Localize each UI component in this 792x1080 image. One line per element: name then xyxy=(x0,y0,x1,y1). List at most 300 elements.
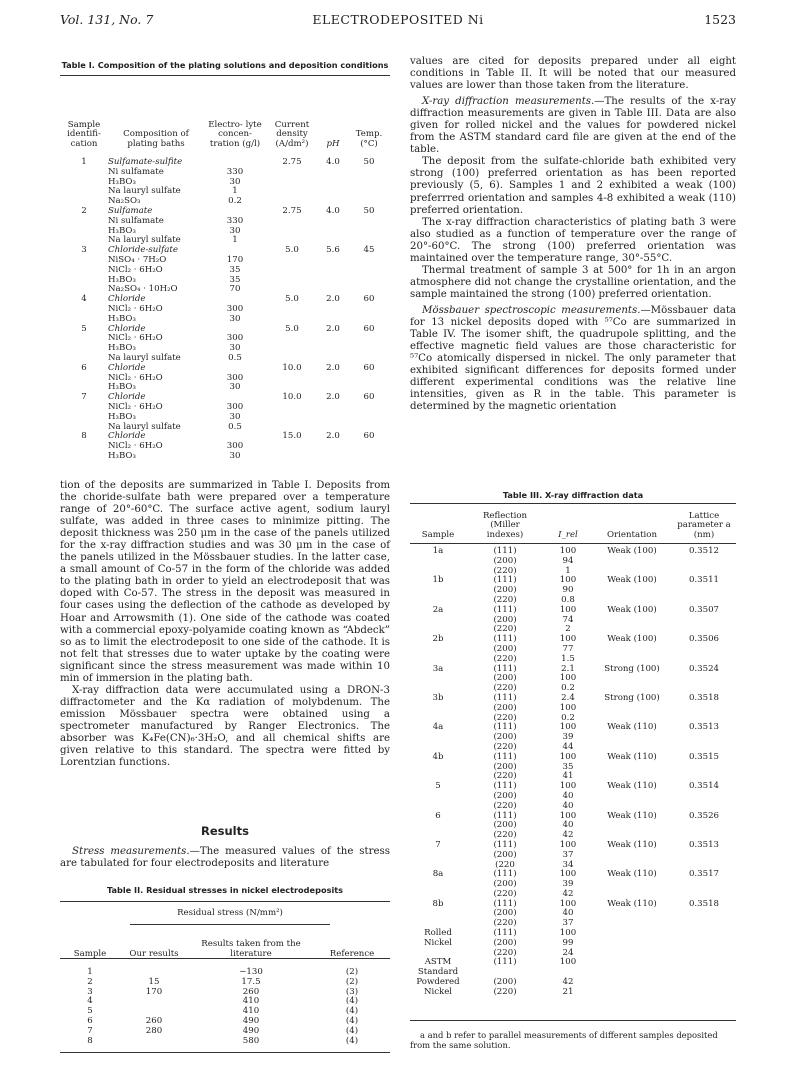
t1-component: Na lauryl sulfate xyxy=(108,186,181,197)
table3-footnote: a and b refer to parallel measurements of different samples deposited from the same solution. xyxy=(410,1030,718,1050)
t1-concentration: 30 xyxy=(229,411,241,422)
t3-reflection: (200) xyxy=(493,908,517,919)
t1-sample-id xyxy=(60,168,108,178)
t2-literature-value: 490 xyxy=(242,1015,260,1026)
t2-col-reference: Reference xyxy=(329,949,375,960)
t1-component: NiCl₂ · 6H₂O xyxy=(108,401,163,412)
t3-lattice-parameter xyxy=(672,792,736,802)
t3-col-sample: Sample xyxy=(421,530,455,541)
table-row xyxy=(60,988,390,998)
t3-irel: 90 xyxy=(562,585,574,596)
t1-current-density xyxy=(266,403,318,413)
t3-irel: 40 xyxy=(562,800,574,811)
t1-col-composition: Composition of plating baths xyxy=(123,129,189,150)
t3-orientation xyxy=(592,704,672,714)
t1-current-density xyxy=(266,452,318,462)
t3-sample: 7 xyxy=(435,839,441,850)
t3-lattice-parameter xyxy=(672,968,736,978)
t3-reflection: (111) xyxy=(493,869,517,880)
table-row xyxy=(410,733,736,743)
t3-lattice-parameter: 0.3514 xyxy=(688,781,720,792)
t3-sample xyxy=(410,792,466,802)
t3-orientation: Weak (110) xyxy=(607,751,657,762)
table-row xyxy=(410,900,736,910)
table-row xyxy=(60,968,390,978)
t2-reference: (4) xyxy=(345,1015,359,1026)
t3-orientation: Weak (110) xyxy=(607,869,657,880)
t3-reflection: (220) xyxy=(493,624,517,635)
t2-col-literature: Results taken from the literature xyxy=(201,939,301,960)
t3-orientation: Weak (100) xyxy=(607,575,657,586)
t1-concentration: 170 xyxy=(226,254,244,265)
t1-temp xyxy=(348,256,390,266)
t3-irel: 2.4 xyxy=(561,692,575,703)
t3-reflection: (200) xyxy=(493,614,517,625)
t1-ph: 2.0 xyxy=(326,323,340,334)
t1-col-current: Current density (A/dm²) xyxy=(274,119,310,150)
t3-lattice-parameter xyxy=(672,763,736,773)
t3-irel: 100 xyxy=(559,604,577,615)
t1-concentration: 0.5 xyxy=(228,352,242,363)
t3-reflection: (200) xyxy=(493,937,517,948)
table-row xyxy=(410,909,736,919)
t2-sample: 3 xyxy=(87,986,93,997)
t1-current-density: 5.0 xyxy=(285,245,299,256)
t3-orientation xyxy=(592,645,672,655)
running-title: ELECTRODEPOSITED Ni xyxy=(312,12,484,27)
t3-orientation xyxy=(592,988,672,998)
t3-reflection: (220) xyxy=(493,741,517,752)
table-row xyxy=(410,547,736,557)
t3-lattice-parameter: 0.3518 xyxy=(688,898,720,909)
t1-ph: 2.0 xyxy=(326,362,340,373)
t3-sample: Nickel xyxy=(423,937,453,948)
t3-orientation xyxy=(592,968,672,978)
t1-concentration: 330 xyxy=(226,215,244,226)
t3-reflection: (220) xyxy=(493,653,517,664)
t1-temp xyxy=(348,217,390,227)
t2-reference: (4) xyxy=(345,996,359,1007)
t3-lattice-parameter: 0.3506 xyxy=(688,634,720,645)
t1-component: NiCl₂ · 6H₂O xyxy=(108,303,163,314)
t1-ph xyxy=(318,334,348,344)
table-row xyxy=(410,851,736,861)
left-body-text-2 xyxy=(60,846,390,870)
t1-sample-id: 4 xyxy=(81,294,87,305)
t3-lattice-parameter: 0.3507 xyxy=(688,604,720,615)
t1-concentration: 30 xyxy=(229,225,241,236)
t1-ph: 4.0 xyxy=(326,205,340,216)
t1-ph xyxy=(318,413,348,423)
t3-irel: 77 xyxy=(562,643,574,654)
t1-temp: 60 xyxy=(363,431,375,442)
t3-sample: Nickel xyxy=(423,986,453,997)
t1-component: Ni sulfamate xyxy=(108,166,164,177)
t1-temp xyxy=(348,187,390,197)
t1-sample-id xyxy=(60,227,108,237)
t1-component: H₃BO₃ xyxy=(108,450,136,461)
t3-irel: 42 xyxy=(562,830,574,841)
t3-lattice-parameter xyxy=(672,851,736,861)
table-row xyxy=(410,616,736,626)
table1 xyxy=(60,88,390,462)
t3-orientation xyxy=(592,674,672,684)
t2-our-result: 280 xyxy=(145,1025,163,1036)
t1-temp xyxy=(348,266,390,276)
t3-sample: 4b xyxy=(432,751,444,762)
table-row xyxy=(410,870,736,880)
t1-ph xyxy=(318,374,348,384)
t3-lattice-parameter: 0.3511 xyxy=(688,575,720,586)
t1-ph xyxy=(318,266,348,276)
t3-irel: 100 xyxy=(559,898,577,909)
t1-component: H₃BO₃ xyxy=(108,382,136,393)
t1-col-sample: Sample identifi- cation xyxy=(67,119,101,150)
table-row xyxy=(410,557,736,567)
table-row xyxy=(410,635,736,645)
t1-current-density: 10.0 xyxy=(282,362,302,373)
t3-irel: 2.1 xyxy=(561,663,575,674)
t1-temp xyxy=(348,403,390,413)
table-row xyxy=(410,841,736,851)
table-row xyxy=(60,997,390,1007)
t3-orientation xyxy=(592,949,672,959)
t1-sample-id xyxy=(60,403,108,413)
t3-lattice-parameter xyxy=(672,880,736,890)
t3-lattice-parameter: 0.3513 xyxy=(688,722,720,733)
paragraph: values are cited for deposits prepared under all eight conditions in Table II. It will be noted that our measured values are lower than those taken from the literature. xyxy=(410,56,736,92)
table-row xyxy=(60,1037,390,1047)
t1-temp xyxy=(348,276,390,286)
t1-current-density xyxy=(266,187,318,197)
t3-orientation xyxy=(592,763,672,773)
t1-component: Sulfamate-sulfite xyxy=(108,157,183,167)
t1-sample-id xyxy=(60,266,108,276)
t3-reflection: (200) xyxy=(493,732,517,743)
t3-lattice-parameter: 0.3512 xyxy=(688,546,720,556)
t3-sample xyxy=(410,909,466,919)
t3-orientation xyxy=(592,939,672,949)
t3-irel: 99 xyxy=(562,937,574,948)
t1-current-density: 2.75 xyxy=(282,157,302,167)
t1-ph xyxy=(318,217,348,227)
t3-sample: 5 xyxy=(435,781,441,792)
t1-current-density: 5.0 xyxy=(285,323,299,334)
t1-component: Chloride xyxy=(108,323,146,334)
table-row xyxy=(60,978,390,988)
t2-group-header: Residual stress (N/mm²) xyxy=(177,908,283,918)
t2-sample: 7 xyxy=(87,1025,93,1036)
t1-sample-id xyxy=(60,334,108,344)
t2-reference: (4) xyxy=(345,1006,359,1017)
t1-temp: 60 xyxy=(363,294,375,305)
t3-sample: Powdered xyxy=(416,977,460,988)
t3-irel: 0.2 xyxy=(561,683,575,694)
t3-irel: 1.5 xyxy=(561,653,575,664)
t1-temp xyxy=(348,305,390,315)
table3-caption: Table III. X-ray diffraction data xyxy=(502,490,644,500)
t3-irel: 100 xyxy=(559,839,577,850)
t1-component: H₃BO₃ xyxy=(108,313,136,324)
t3-lattice-parameter: 0.3513 xyxy=(688,839,720,850)
t3-reflection: (200) xyxy=(493,761,517,772)
t3-irel: 44 xyxy=(562,741,574,752)
t1-sample-id xyxy=(60,413,108,423)
t1-sample-id xyxy=(60,452,108,462)
t2-sample: 2 xyxy=(87,976,93,987)
t3-irel: 100 xyxy=(559,634,577,645)
t3-lattice-parameter xyxy=(672,821,736,831)
t3-lattice-parameter xyxy=(672,939,736,949)
t3-irel: 100 xyxy=(559,869,577,880)
t3-irel: 100 xyxy=(559,810,577,821)
t3-reflection: (200) xyxy=(493,555,517,566)
table-row xyxy=(410,782,736,792)
t3-reflection: (200) xyxy=(493,643,517,654)
t1-concentration: 300 xyxy=(226,333,244,344)
t2-literature-value: 580 xyxy=(242,1035,260,1046)
paragraph: —Mössbauer data for 13 nickel deposits doped with ⁵⁷Co are summarized in Table IV. The isomer shift, the quadrupole splitting, and the effective magnetic field values are those characteristic for ⁵⁷Co atomically dispersed in nickel. The only parameter that exhibited significant differences for deposits formed under different experimental conditions was the relative line intensities, given as R in the table. This parameter is determined by the magnetic orientation xyxy=(410,304,736,413)
t3-irel: 24 xyxy=(562,947,574,958)
t3-irel: 100 xyxy=(559,702,577,713)
t1-temp xyxy=(348,413,390,423)
t2-col-sample: Sample xyxy=(73,949,107,960)
t3-orientation: Weak (100) xyxy=(607,634,657,645)
t3-reflection: (111) xyxy=(493,928,517,939)
t3-lattice-parameter: 0.3526 xyxy=(688,810,720,821)
t3-irel: 42 xyxy=(562,888,574,899)
table-row xyxy=(410,753,736,763)
t1-concentration: 30 xyxy=(229,176,241,187)
t1-temp: 50 xyxy=(363,157,375,167)
t3-lattice-parameter xyxy=(672,978,736,988)
t3-orientation xyxy=(592,851,672,861)
t3-orientation: Weak (110) xyxy=(607,722,657,733)
t3-sample xyxy=(410,557,466,567)
t1-temp xyxy=(348,334,390,344)
t3-lattice-parameter xyxy=(672,674,736,684)
t2-literature-value: −130 xyxy=(239,967,263,977)
t3-sample xyxy=(410,880,466,890)
t1-ph: 2.0 xyxy=(326,392,340,403)
t1-ph xyxy=(318,452,348,462)
t3-lattice-parameter xyxy=(672,919,736,929)
t3-orientation: Weak (110) xyxy=(607,839,657,850)
t1-concentration: 0.2 xyxy=(228,196,242,207)
t3-reflection: (111) xyxy=(493,957,517,968)
t3-reflection: (200) xyxy=(493,702,517,713)
t1-concentration: 70 xyxy=(229,284,241,295)
t3-sample xyxy=(410,821,466,831)
t1-component: NiCl₂ · 6H₂O xyxy=(108,333,163,344)
t1-sample-id: 3 xyxy=(81,245,87,256)
t1-temp: 60 xyxy=(363,362,375,373)
t3-irel: 40 xyxy=(562,790,574,801)
t1-component: NiCl₂ · 6H₂O xyxy=(108,441,163,452)
t3-reflection: (111) xyxy=(493,546,517,556)
t1-current-density xyxy=(266,168,318,178)
t1-sample-id: 2 xyxy=(81,205,87,216)
table-row xyxy=(410,812,736,822)
t1-sample-id xyxy=(60,442,108,452)
t3-sample: Standard xyxy=(417,967,459,978)
t1-current-density xyxy=(266,413,318,423)
t3-reflection: (220) xyxy=(493,800,517,811)
t1-temp xyxy=(348,374,390,384)
t1-component: Chloride xyxy=(108,362,146,373)
t1-temp xyxy=(348,178,390,188)
table-row xyxy=(60,1027,390,1037)
t1-current-density: 2.75 xyxy=(282,205,302,216)
t2-reference: (4) xyxy=(345,1035,359,1046)
t3-sample: 3b xyxy=(432,692,444,703)
t1-sample-id xyxy=(60,344,108,354)
t3-sample: 1b xyxy=(432,575,444,586)
t1-ph xyxy=(318,256,348,266)
t1-concentration: 300 xyxy=(226,441,244,452)
t1-component: Chloride xyxy=(108,431,146,442)
t3-reflection: (200) xyxy=(493,790,517,801)
t3-orientation xyxy=(592,978,672,988)
t3-reflection: (220) xyxy=(493,947,517,958)
t1-component: NiCl₂ · 6H₂O xyxy=(108,372,163,383)
t3-irel: 100 xyxy=(559,781,577,792)
t1-component: Na lauryl sulfate xyxy=(108,235,181,246)
t3-lattice-parameter xyxy=(672,733,736,743)
table-row xyxy=(410,929,736,939)
t2-our-result: 260 xyxy=(145,1015,163,1026)
t1-component: Chloride-sulfate xyxy=(108,245,178,256)
t3-orientation: Weak (100) xyxy=(607,546,657,556)
t3-col-reflection: Reflection (Miller indexes) xyxy=(482,510,528,541)
t2-reference: (2) xyxy=(345,976,359,987)
t1-ph: 5.6 xyxy=(326,245,340,256)
t1-sample-id xyxy=(60,305,108,315)
t3-reflection: (200) xyxy=(493,820,517,831)
t3-irel: 100 xyxy=(559,575,577,586)
t3-irel: 37 xyxy=(562,849,574,860)
t3-lattice-parameter: 0.3515 xyxy=(688,751,720,762)
t3-col-irel: I_rel xyxy=(558,530,578,541)
t3-reflection: (220 xyxy=(495,859,515,870)
t1-col-concentration: Electro- lyte concen- tration (g/l) xyxy=(208,119,262,150)
t3-reflection: (220) xyxy=(493,712,517,723)
t1-component: H₃BO₃ xyxy=(108,411,136,422)
t3-reflection: (111) xyxy=(493,722,517,733)
t3-irel: 41 xyxy=(562,771,574,782)
table-row xyxy=(410,939,736,949)
t3-lattice-parameter xyxy=(672,645,736,655)
t3-orientation: Weak (110) xyxy=(607,781,657,792)
t1-concentration: 330 xyxy=(226,166,244,177)
t1-concentration: 300 xyxy=(226,372,244,383)
t1-col-temp: Temp. (°C) xyxy=(355,129,383,150)
t1-component: H₃BO₃ xyxy=(108,225,136,236)
table-row xyxy=(410,792,736,802)
t3-orientation: Weak (100) xyxy=(607,604,657,615)
t1-current-density: 15.0 xyxy=(282,431,302,442)
t1-concentration: 1 xyxy=(232,186,238,197)
paragraph: Thermal treatment of sample 3 at 500° for 1h in an argon atmosphere did not change the crystalline orientation, and the sample maintained the strong (100) preferred orientation. xyxy=(410,264,736,300)
running-header xyxy=(60,12,736,30)
table-row xyxy=(410,821,736,831)
t1-sample-id xyxy=(60,276,108,286)
t1-current-density: 5.0 xyxy=(285,294,299,305)
t3-reflection: (111) xyxy=(493,810,517,821)
t1-component: H₃BO₃ xyxy=(108,176,136,187)
left-body-text xyxy=(60,480,390,769)
t3-sample xyxy=(410,704,466,714)
t1-temp: 60 xyxy=(363,323,375,334)
t1-ph xyxy=(318,276,348,286)
t1-concentration: 0.5 xyxy=(228,421,242,432)
paragraph: X-ray diffraction data were accumulated using a DRON-3 diffractometer and the Kα radiation of molybdenum. The emission Mössbauer spectra were obtained using a spectrometer manufactured by Ranger Electronics. The absorber was K₄Fe(CN)₆·3H₂O, and all chemical shifts are given relative to this standard. The spectra were fitted by Lorentzian functions. xyxy=(60,684,390,769)
t3-lattice-parameter: 0.3518 xyxy=(688,692,720,703)
t2-our-result: 15 xyxy=(148,976,160,987)
right-body-text xyxy=(410,56,736,413)
t3-irel: 100 xyxy=(559,673,577,684)
t3-irel: 40 xyxy=(562,820,574,831)
t1-component: H₃BO₃ xyxy=(108,274,136,285)
t1-concentration: 300 xyxy=(226,401,244,412)
table1-caption: Table I. Composition of the plating solutions and deposition conditions xyxy=(61,60,389,70)
t3-reflection: (111) xyxy=(493,663,517,674)
table-row xyxy=(410,978,736,988)
t3-reflection: (220) xyxy=(493,771,517,782)
t1-component: H₃BO₃ xyxy=(108,343,136,354)
t2-literature-value: 490 xyxy=(242,1025,260,1036)
t3-reflection: (111) xyxy=(493,839,517,850)
t1-sample-id xyxy=(60,187,108,197)
t1-concentration: 35 xyxy=(229,274,241,285)
t3-irel: 40 xyxy=(562,908,574,919)
t3-sample: 8a xyxy=(432,869,444,880)
t1-sample-id xyxy=(60,217,108,227)
t3-reflection: (200) xyxy=(493,849,517,860)
t3-irel: 94 xyxy=(562,555,574,566)
t1-ph: 2.0 xyxy=(326,431,340,442)
t1-sample-id xyxy=(60,256,108,266)
t3-irel: 74 xyxy=(562,614,574,625)
t3-irel: 100 xyxy=(559,722,577,733)
t1-current-density xyxy=(266,334,318,344)
t1-current-density xyxy=(266,276,318,286)
t3-lattice-parameter xyxy=(672,704,736,714)
t3-orientation xyxy=(592,616,672,626)
t3-irel: 21 xyxy=(562,986,574,997)
t1-component: Chloride xyxy=(108,294,146,305)
t3-sample: ASTM xyxy=(424,957,452,968)
t3-irel: 100 xyxy=(559,546,577,556)
paragraph: tion of the deposits are summarized in Table I. Deposits from the choride-sulfate bath were prepared over a temperature range of 20°-60°C. The surface active agent, sodium lauryl sulfate, was added in three cases to minimize pitting. The deposit thickness was 250 μm in the case of the panels utilized for the x-ray diffraction studies and was 30 μm in the case of the panels utilized in the Mössbauer studies. In the latter case, a small amount of Co-57 in the form of the chloride was added to the plating bath in order to yield an electrodeposit that was doped with Co-57. The stress in the deposit was measured in four cases using the deflection of the cathode as developed by Hoar and Arrowsmith (1). One side of the cathode was coated with a commercial epoxy-polyamide coating known as “Abdeck” so as to limit the electrodeposit to one side of the cathode. It is not felt that stresses due to water uptake by the coating were significant since the stress measurement was made within 10 min of immersion in the plating bath. xyxy=(60,480,390,684)
t3-lattice-parameter xyxy=(672,949,736,959)
t1-ph xyxy=(318,227,348,237)
t1-component: Chloride xyxy=(108,392,146,403)
t1-ph xyxy=(318,168,348,178)
t1-ph xyxy=(318,403,348,413)
t3-irel: 35 xyxy=(562,761,574,772)
t2-literature-value: 410 xyxy=(242,996,260,1007)
t1-temp: 50 xyxy=(363,205,375,216)
t3-col-lattice: Lattice parameter a (nm) xyxy=(677,510,731,541)
t2-sample: 5 xyxy=(87,1006,93,1017)
t3-irel: 0.8 xyxy=(561,594,575,605)
t1-sample-id: 8 xyxy=(81,431,87,442)
t3-lattice-parameter xyxy=(672,616,736,626)
paragraph: The deposit from the sulfate-chloride bath exhibited very strong (100) preferred orientation as has been reported previously (5, 6). Samples 1 and 2 exhibited a weak (100) preferrred orientation and samples 4-8 exhibited a weak (110) preferred orientation. xyxy=(410,156,736,216)
journal-volume: Vol. 131, No. 7 xyxy=(60,12,154,27)
t3-col-orientation: Orientation xyxy=(606,530,657,541)
